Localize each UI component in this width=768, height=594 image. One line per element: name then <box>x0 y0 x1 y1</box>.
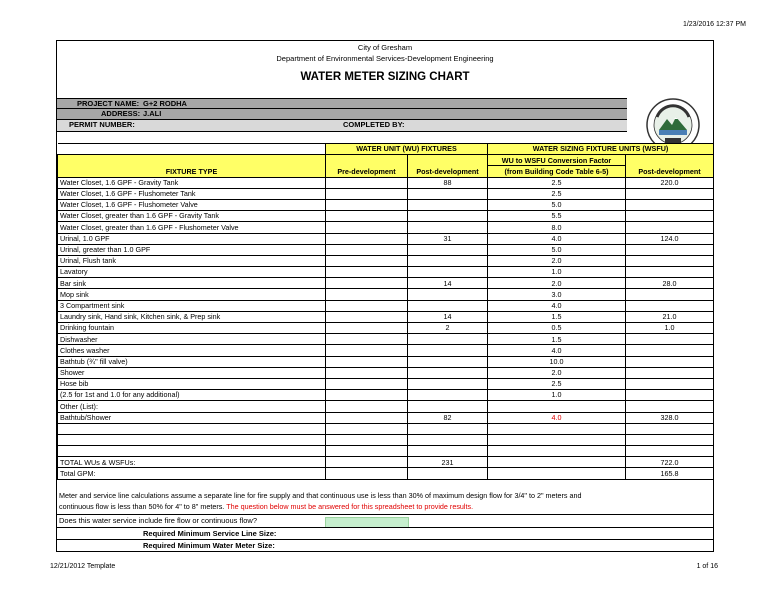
post-total-cell <box>408 468 488 479</box>
wsfu-cell: 328.0 <box>626 412 714 423</box>
post-development-header: Post-development <box>408 155 488 177</box>
fixture-type-cell: Water Closet, greater than 1.6 GPF - Gravity Tank <box>58 211 326 222</box>
wsfu-cell: 124.0 <box>626 233 714 244</box>
conversion-factor-cell: 5.0 <box>488 199 626 210</box>
wsfu-post-development-header: Post-development <box>626 155 714 177</box>
table-row <box>58 289 714 300</box>
page-title: WATER METER SIZING CHART <box>300 71 470 83</box>
conversion-factor-cell: 2.0 <box>488 367 626 378</box>
pre-development-cell[interactable] <box>326 423 408 434</box>
table-row <box>58 267 714 278</box>
conversion-factor-cell <box>488 446 626 457</box>
post-development-cell[interactable]: 31 <box>408 233 488 244</box>
wsfu-cell: 21.0 <box>626 311 714 322</box>
fixture-type-cell: Drinking fountain <box>58 323 326 334</box>
wsfu-cell <box>626 267 714 278</box>
post-development-cell[interactable] <box>408 401 488 412</box>
pre-total-cell <box>326 468 408 479</box>
post-development-cell[interactable] <box>408 434 488 445</box>
fixture-type-cell: Lavatory <box>58 267 326 278</box>
pre-development-cell[interactable] <box>326 267 408 278</box>
table-row <box>58 199 714 210</box>
post-development-cell[interactable]: 14 <box>408 311 488 322</box>
conversion-factor-cell: 1.0 <box>488 267 626 278</box>
conversion-factor-cell: 5.0 <box>488 244 626 255</box>
pre-development-cell[interactable] <box>326 401 408 412</box>
fixture-type-cell <box>58 446 326 457</box>
address-row <box>57 109 627 120</box>
project-name-row <box>57 98 627 109</box>
conversion-factor-cell: 2.5 <box>488 378 626 389</box>
post-development-cell[interactable] <box>408 244 488 255</box>
post-development-cell[interactable] <box>408 378 488 389</box>
pre-development-cell[interactable] <box>326 222 408 233</box>
conversion-factor-cell: 2.5 <box>488 188 626 199</box>
wsfu-cell <box>626 345 714 356</box>
table-row <box>58 434 714 445</box>
conversion-factor-cell: 3.0 <box>488 289 626 300</box>
pre-development-cell[interactable] <box>326 378 408 389</box>
pre-total-cell <box>326 457 408 468</box>
pre-development-cell[interactable] <box>326 412 408 423</box>
fixture-type-cell: Bar sink <box>58 278 326 289</box>
post-development-cell[interactable]: 2 <box>408 323 488 334</box>
pre-development-cell[interactable] <box>326 323 408 334</box>
conversion-factor-cell <box>488 401 626 412</box>
pre-development-cell[interactable] <box>326 177 408 188</box>
post-development-cell[interactable] <box>408 289 488 300</box>
pre-development-cell[interactable] <box>326 345 408 356</box>
conversion-factor-cell <box>488 434 626 445</box>
table-row <box>58 412 714 423</box>
table-row <box>58 211 714 222</box>
post-development-cell[interactable] <box>408 211 488 222</box>
water-meter-size-label: Required Minimum Water Meter Size: <box>143 541 275 550</box>
wsfu-cell <box>626 244 714 255</box>
fixture-type-cell: (2.5 for 1st and 1.0 for any additional) <box>58 390 326 401</box>
fixture-type-cell: Mop sink <box>58 289 326 300</box>
water-meter-sizing-sheet <box>56 40 714 552</box>
pre-development-cell[interactable] <box>326 289 408 300</box>
conversion-factor-cell: 5.5 <box>488 211 626 222</box>
table-row <box>58 300 714 311</box>
project-info <box>57 98 627 133</box>
service-line-size-label: Required Minimum Service Line Size: <box>143 529 277 538</box>
conversion-factor-cell <box>488 423 626 434</box>
completed-by-label: COMPLETED BY: <box>343 120 405 129</box>
fixture-type-cell: Hose bib <box>58 378 326 389</box>
wsfu-cell <box>626 289 714 300</box>
wsfu-cell <box>626 367 714 378</box>
post-development-cell[interactable] <box>408 446 488 457</box>
pre-development-cell[interactable] <box>326 390 408 401</box>
fixture-type-cell: Urinal, greater than 1.0 GPF <box>58 244 326 255</box>
org-name: City of Gresham <box>357 43 413 52</box>
conversion-factor-cell: 8.0 <box>488 222 626 233</box>
fire-flow-question: Does this water service include fire flow or continuous flow? <box>59 516 258 525</box>
conversion-factor-cell: 1.5 <box>488 334 626 345</box>
post-development-cell[interactable] <box>408 188 488 199</box>
wsfu-cell <box>626 222 714 233</box>
fixture-type-cell: Urinal, Flush tank <box>58 255 326 266</box>
wsfu-cell: 220.0 <box>626 177 714 188</box>
pre-development-cell[interactable] <box>326 356 408 367</box>
table-row <box>58 378 714 389</box>
post-development-cell[interactable] <box>408 267 488 278</box>
address-value[interactable]: J.ALI <box>143 109 162 118</box>
fixture-type-cell: Water Closet, 1.6 GPF - Gravity Tank <box>58 177 326 188</box>
pre-development-header: Pre-development <box>326 155 408 177</box>
fixture-type-cell: Other (List): <box>58 401 326 412</box>
note-line-2 <box>59 502 473 511</box>
table-row <box>58 311 714 322</box>
wsfu-cell <box>626 188 714 199</box>
wsfu-total-cell: 722.0 <box>626 457 714 468</box>
pre-development-cell[interactable] <box>326 188 408 199</box>
department-name: Department of Environmental Services-Development Engineering <box>276 54 494 63</box>
pre-development-cell[interactable] <box>326 367 408 378</box>
pre-development-cell[interactable] <box>326 278 408 289</box>
permit-number-label: PERMIT NUMBER: <box>69 120 135 129</box>
fixture-type-cell: Bathtub (¾" fill valve) <box>58 356 326 367</box>
fixture-type-cell: Dishwasher <box>58 334 326 345</box>
wsfu-total-cell: 165.8 <box>626 468 714 479</box>
wsfu-cell <box>626 423 714 434</box>
wsfu-cell <box>626 390 714 401</box>
fixture-type-cell: Shower <box>58 367 326 378</box>
project-name-label: PROJECT NAME: <box>77 99 140 108</box>
footer-template-date: 12/21/2012 Template <box>50 563 116 570</box>
conversion-factor-cell: 4.0 <box>488 233 626 244</box>
wsfu-cell <box>626 199 714 210</box>
note-line-1: Meter and service line calculations assume a separate line for fire supply and that continuous use is less than 30% of maximum design flow for 3/4" to 2" meters and <box>59 491 582 500</box>
fixture-type-cell <box>58 434 326 445</box>
pre-development-cell[interactable] <box>326 244 408 255</box>
fixture-type-cell: Water Closet, 1.6 GPF - Flushometer Tank <box>58 188 326 199</box>
pre-development-cell[interactable] <box>326 211 408 222</box>
wsfu-cell: 1.0 <box>626 323 714 334</box>
fixture-type-cell: 3 Compartment sink <box>58 300 326 311</box>
note-continuous-flow: continuous flow is less than 50% for 4" to 8" meters. <box>59 502 225 511</box>
conversion-factor-cell: 4.0 <box>488 412 626 423</box>
post-development-cell[interactable] <box>408 423 488 434</box>
permit-row <box>57 120 627 132</box>
table-row <box>58 423 714 434</box>
table-row <box>58 188 714 199</box>
total-label: Total GPM: <box>58 468 326 479</box>
table-row <box>58 356 714 367</box>
conversion-factor-cell: 1.5 <box>488 311 626 322</box>
wu-fixtures-header: WATER UNIT (WU) FIXTURES <box>326 144 488 155</box>
post-development-cell[interactable] <box>408 367 488 378</box>
wsfu-cell <box>626 434 714 445</box>
post-development-cell[interactable] <box>408 356 488 367</box>
fixture-type-cell: Water Closet, 1.6 GPF - Flushometer Valve <box>58 199 326 210</box>
fixture-type-cell: Urinal, 1.0 GPF <box>58 233 326 244</box>
conversion-factor-cell: 10.0 <box>488 356 626 367</box>
pre-development-cell[interactable] <box>326 199 408 210</box>
table-row <box>58 367 714 378</box>
wsfu-cell <box>626 401 714 412</box>
totals-row <box>58 457 714 468</box>
conversion-factor-cell: 2.0 <box>488 278 626 289</box>
wsfu-cell <box>626 255 714 266</box>
pre-development-cell[interactable] <box>326 300 408 311</box>
table-row <box>58 334 714 345</box>
wsfu-cell <box>626 300 714 311</box>
print-timestamp: 1/23/2016 12:37 PM <box>682 21 746 28</box>
table-row <box>58 323 714 334</box>
conversion-factor-cell: 4.0 <box>488 300 626 311</box>
pre-development-cell[interactable] <box>326 311 408 322</box>
table-row <box>58 401 714 412</box>
conversion-factor-cell: 2.5 <box>488 177 626 188</box>
post-development-cell[interactable]: 82 <box>408 412 488 423</box>
project-name-value[interactable]: G+2 RODHA <box>143 99 187 108</box>
total-label: TOTAL WUs & WSFUs: <box>58 457 326 468</box>
conversion-factor-cell: 2.0 <box>488 255 626 266</box>
gpm-row <box>58 468 714 479</box>
pre-development-cell[interactable] <box>326 255 408 266</box>
post-total-cell: 231 <box>408 457 488 468</box>
wsfu-header: WATER SIZING FIXTURE UNITS (WSFU) <box>488 144 714 155</box>
note-required-answer: The question below must be answered for this spreadsheet to provide results. <box>226 502 474 511</box>
table-row <box>58 390 714 401</box>
wsfu-cell <box>626 356 714 367</box>
post-development-cell[interactable] <box>408 345 488 356</box>
building-code-reference: (from Building Code Table 6-5) <box>488 166 626 177</box>
factor-total-cell <box>488 468 626 479</box>
pre-development-cell[interactable] <box>326 334 408 345</box>
conversion-factor-cell: 0.5 <box>488 323 626 334</box>
table-row <box>58 255 714 266</box>
fixture-type-cell: Clothes washer <box>58 345 326 356</box>
conversion-factor-cell: 4.0 <box>488 345 626 356</box>
post-development-cell[interactable] <box>408 300 488 311</box>
fixture-type-cell: Water Closet, greater than 1.6 GPF - Flushometer Valve <box>58 222 326 233</box>
post-development-cell[interactable] <box>408 334 488 345</box>
pre-development-cell[interactable] <box>326 434 408 445</box>
wsfu-cell <box>626 334 714 345</box>
table-row <box>58 233 714 244</box>
wsfu-cell: 28.0 <box>626 278 714 289</box>
table-row <box>58 446 714 457</box>
pre-development-cell[interactable] <box>326 233 408 244</box>
table-row <box>58 244 714 255</box>
pre-development-cell[interactable] <box>326 446 408 457</box>
fixture-type-cell: Bathtub/Shower <box>58 412 326 423</box>
fixture-table <box>57 143 714 480</box>
wsfu-cell <box>626 211 714 222</box>
address-label: ADDRESS: <box>101 109 141 118</box>
table-row <box>58 278 714 289</box>
post-development-cell[interactable] <box>408 390 488 401</box>
conversion-factor-header: WU to WSFU Conversion Factor <box>488 155 626 166</box>
table-row <box>58 345 714 356</box>
post-development-cell[interactable] <box>408 222 488 233</box>
wsfu-cell <box>626 378 714 389</box>
fixture-type-header: FIXTURE TYPE <box>58 155 326 177</box>
post-development-cell[interactable] <box>408 255 488 266</box>
conversion-factor-cell: 1.0 <box>488 390 626 401</box>
table-row <box>58 222 714 233</box>
footer-page-number: 1 of 16 <box>696 563 718 570</box>
post-development-cell[interactable]: 88 <box>408 177 488 188</box>
wsfu-cell <box>626 446 714 457</box>
factor-total-cell <box>488 457 626 468</box>
post-development-cell[interactable] <box>408 199 488 210</box>
table-row <box>58 177 714 188</box>
fixture-type-cell: Laundry sink, Hand sink, Kitchen sink, & Prep sink <box>58 311 326 322</box>
fixture-type-cell <box>58 423 326 434</box>
post-development-cell[interactable]: 14 <box>408 278 488 289</box>
